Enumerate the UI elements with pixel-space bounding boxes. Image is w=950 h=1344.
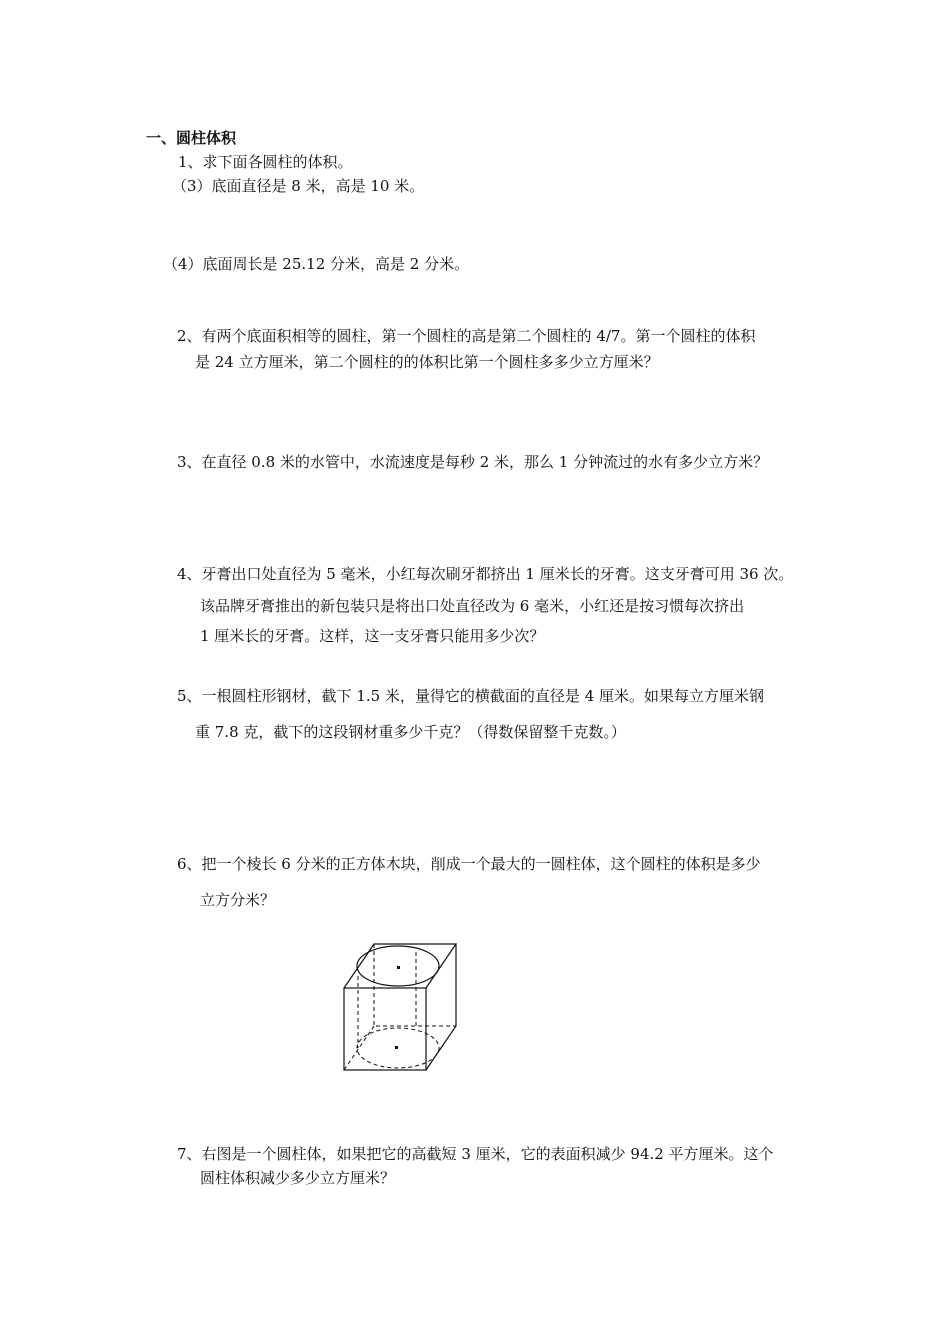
cube-right-edges [426,944,456,1070]
question-7-line-1: 7、右图是一个圆柱体，如果把它的高截短 3 厘米，它的表面积减少 94.2 平方厘米。这个 [177,1145,774,1163]
cylinder-side-lines [358,952,416,1048]
bottom-center-dot [395,1046,398,1049]
question-1-prompt: 1、求下面各圆柱的体积。 [178,153,353,171]
question-1-part-3: （3）底面直径是 8 米，高是 10 米。 [172,177,425,195]
question-1-part-4: （4）底面周长是 25.12 分米，高是 2 分米。 [163,255,470,273]
question-2-line-1: 2、有两个底面积相等的圆柱，第一个圆柱的高是第二个圆柱的 4/7。第一个圆柱的体积 [177,327,756,345]
question-6-line-1: 6、把一个棱长 6 分米的正方体木块，削成一个最大的一圆柱体，这个圆柱的体积是多少 [177,855,761,873]
question-6-line-2: 立方分米？ [200,891,276,909]
section-title: 一、圆柱体积 [146,129,237,147]
question-7-line-2: 圆柱体积减少多少立方厘米？ [200,1169,396,1187]
question-5-line-1: 5、一根圆柱形钢材，截下 1.5 米，量得它的横截面的直径是 4 厘米。如果每立方厘米钢 [177,687,765,705]
question-4-line-3: 1 厘米长的牙膏。这样，这一支牙膏只能用多少次？ [200,627,545,645]
top-center-dot [397,966,400,969]
question-5-line-2: 重 7.8 克，截下的这段钢材重多少千克？（得数保留整千克数。） [195,723,626,741]
question-2-line-2: 是 24 立方厘米，第二个圆柱的的体积比第一个圆柱多多少立方厘米？ [195,353,659,371]
question-3-line-1: 3、在直径 0.8 米的水管中，水流速度是每秒 2 米，那么 1 分钟流过的水有多少立方米？ [177,453,769,471]
cube-with-inscribed-cylinder-diagram [336,936,468,1072]
question-4-line-2: 该品牌牙膏推出的新包装只是将出口处直径改为 6 毫米，小红还是按习惯每次挤出 [200,597,745,615]
question-4-line-1: 4、牙膏出口处直径为 5 毫米，小红每次刷牙都挤出 1 厘米长的牙膏。这支牙膏可用 36 次。 [177,565,794,583]
